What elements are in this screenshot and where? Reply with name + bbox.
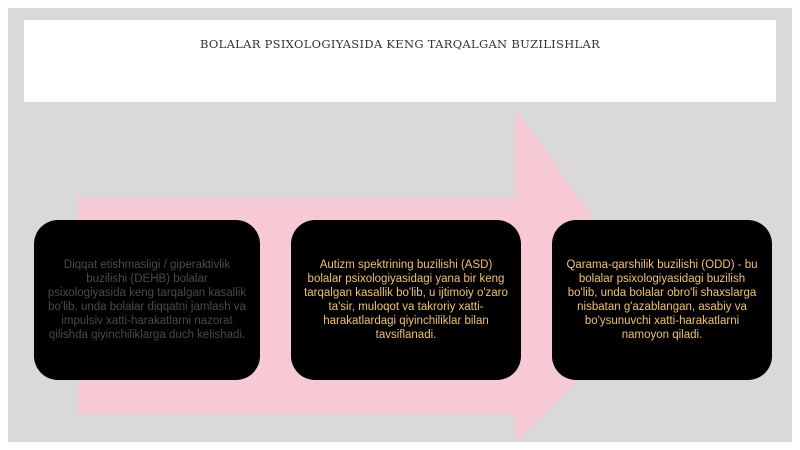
slide-title: BOLALAR PSIXOLOGIYASIDA KENG TARQALGAN BUZILISHLAR bbox=[199, 37, 601, 51]
title-bar bbox=[24, 20, 776, 102]
card-dehb bbox=[34, 220, 260, 380]
card-odd-text: Qarama-qarshilik buzilishi (ODD) - bu bolalar psixologiyasidagi buzilish bo'lib, unda bolalar obro'li shaxslarga nisbatan g'azablangan, asabiy va bo'ysunuvchi xatti-harakatlarni namoyon qiladi. bbox=[566, 259, 758, 341]
card-asd bbox=[291, 220, 521, 380]
card-dehb-text: Diqqat etishmasligi / giperaktivlik buzilishi (DEHB) bolalar psixologiyasida keng tarqalgan kasallik bo'lib, unda bolalar diqqatni jamlash va impulsiv xatti-harakatlarni nazorat qilishda qiyinchiliklarga duch kelishadi. bbox=[47, 259, 247, 341]
card-odd bbox=[552, 220, 772, 380]
card-asd-text: Autizm spektrining buzilishi (ASD) bolalar psixologiyasidagi yana bir keng tarqalgan kasallik bo'lib, u ijtimoiy o'zaro ta'sir, muloqot va takroriy xatti-harakatlardagi qiyinchiliklar bilan tavsiflanadi. bbox=[304, 259, 508, 341]
